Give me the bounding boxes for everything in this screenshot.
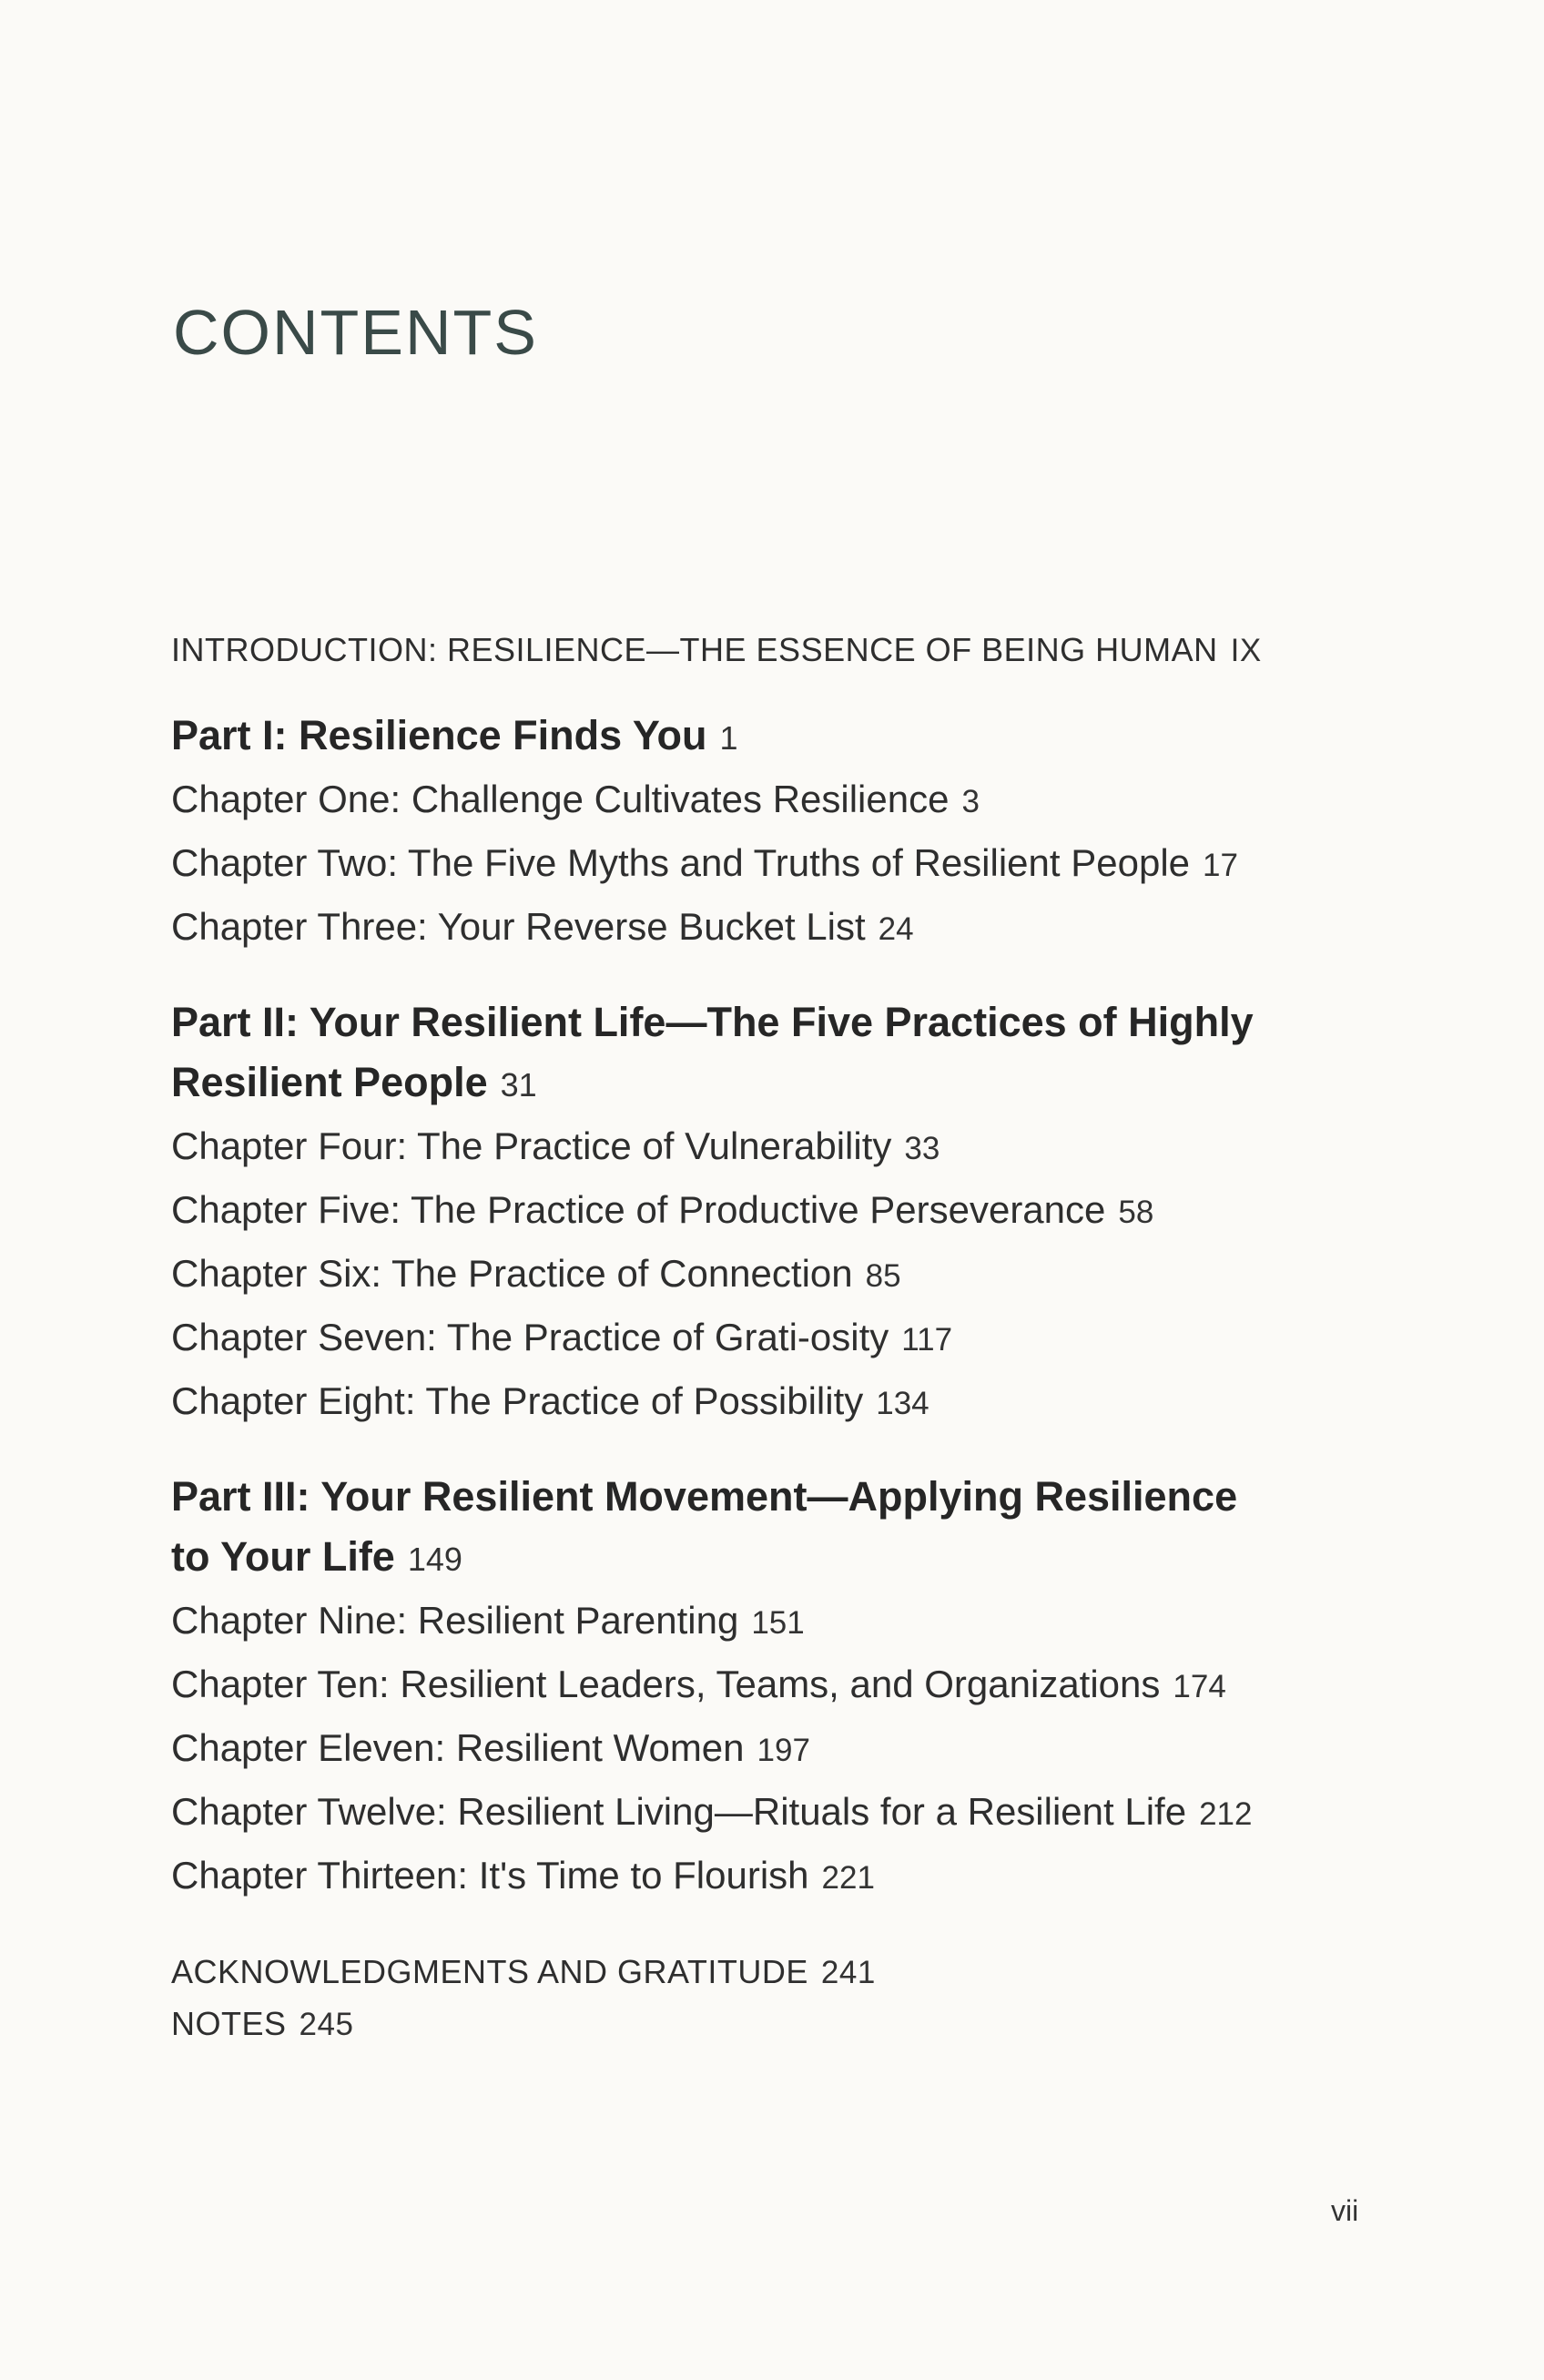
chapter-page-number: 85 xyxy=(865,1258,901,1294)
toc-chapter xyxy=(171,1370,1355,1434)
toc-chapter xyxy=(171,768,1355,832)
chapter-page-number: 174 xyxy=(1173,1669,1226,1704)
toc-part-2 xyxy=(171,992,1355,1434)
part-page-number: 31 xyxy=(500,1066,537,1104)
toc-chapter xyxy=(171,1243,1355,1307)
chapter-page-number: 3 xyxy=(961,784,980,819)
chapter-title: Chapter Thirteen: It's Time to Flourish xyxy=(171,1854,809,1897)
chapter-title: Chapter Ten: Resilient Leaders, Teams, and Organizations xyxy=(171,1663,1161,1705)
chapter-page-number: 134 xyxy=(876,1386,929,1421)
part-title: Part I: Resilience Finds You xyxy=(171,712,707,758)
chapter-page-number: 151 xyxy=(751,1605,805,1641)
toc-entry-introduction xyxy=(171,628,1355,673)
chapter-title: Chapter Five: The Practice of Productive Perseverance xyxy=(171,1188,1106,1231)
part-heading xyxy=(171,706,1264,768)
chapter-page-number: 221 xyxy=(821,1860,875,1896)
part-page-number: 1 xyxy=(719,719,738,757)
entry-label: ACKNOWLEDGMENTS AND GRATITUDE xyxy=(171,1953,808,1990)
chapter-page-number: 24 xyxy=(878,911,914,947)
entry-page-number: IX xyxy=(1230,633,1262,668)
toc-chapter xyxy=(171,1717,1355,1781)
toc-back-matter xyxy=(171,1947,1355,2050)
toc-part-1 xyxy=(171,706,1355,960)
toc-chapter xyxy=(171,832,1355,896)
part-heading xyxy=(171,1467,1264,1590)
chapter-page-number: 33 xyxy=(904,1131,940,1166)
toc-chapter xyxy=(171,1179,1355,1243)
toc-chapter xyxy=(171,896,1355,960)
toc-chapter xyxy=(171,1307,1355,1370)
chapter-title: Chapter One: Challenge Cultivates Resilience xyxy=(171,778,950,820)
page-number-folio: vii xyxy=(1331,2194,1359,2227)
toc-chapter xyxy=(171,1590,1355,1653)
entry-label: INTRODUCTION: RESILIENCE—THE ESSENCE OF BEING HUMAN xyxy=(171,631,1218,668)
chapter-page-number: 197 xyxy=(757,1733,810,1768)
toc-chapter xyxy=(171,1115,1355,1179)
part-title: Part II: Your Resilient Life—The Five Practices of Highly Resilient People xyxy=(171,999,1254,1105)
part-title: Part III: Your Resilient Movement—Applying Resilience to Your Life xyxy=(171,1473,1238,1580)
toc-entry-notes xyxy=(171,1999,1355,2050)
chapter-page-number: 212 xyxy=(1199,1796,1253,1832)
part-page-number: 149 xyxy=(407,1541,462,1578)
chapter-title: Chapter Six: The Practice of Connection xyxy=(171,1252,853,1295)
chapter-title: Chapter Three: Your Reverse Bucket List xyxy=(171,905,866,948)
chapter-page-number: 17 xyxy=(1203,848,1238,883)
part-heading xyxy=(171,992,1264,1115)
chapter-page-number: 58 xyxy=(1118,1195,1154,1230)
table-of-contents xyxy=(171,628,1355,2050)
chapter-page-number: 117 xyxy=(901,1322,953,1358)
chapter-title: Chapter Eleven: Resilient Women xyxy=(171,1726,745,1769)
chapter-title: Chapter Nine: Resilient Parenting xyxy=(171,1599,739,1642)
chapter-title: Chapter Four: The Practice of Vulnerability xyxy=(171,1124,892,1167)
toc-chapter xyxy=(171,1653,1355,1717)
toc-chapter xyxy=(171,1845,1355,1908)
toc-entry-acknowledgments xyxy=(171,1947,1355,1999)
chapter-title: Chapter Twelve: Resilient Living—Rituals for a Resilient Life xyxy=(171,1790,1187,1833)
entry-label: NOTES xyxy=(171,2005,287,2042)
toc-part-3 xyxy=(171,1467,1355,1908)
chapter-title: Chapter Two: The Five Myths and Truths of Resilient People xyxy=(171,841,1191,884)
entry-page-number: 241 xyxy=(820,1955,876,1990)
toc-chapter xyxy=(171,1781,1355,1845)
chapter-title: Chapter Eight: The Practice of Possibility xyxy=(171,1379,864,1422)
page-title: CONTENTS xyxy=(173,297,538,368)
chapter-title: Chapter Seven: The Practice of Grati-osity xyxy=(171,1316,889,1358)
entry-page-number: 245 xyxy=(299,2007,354,2042)
